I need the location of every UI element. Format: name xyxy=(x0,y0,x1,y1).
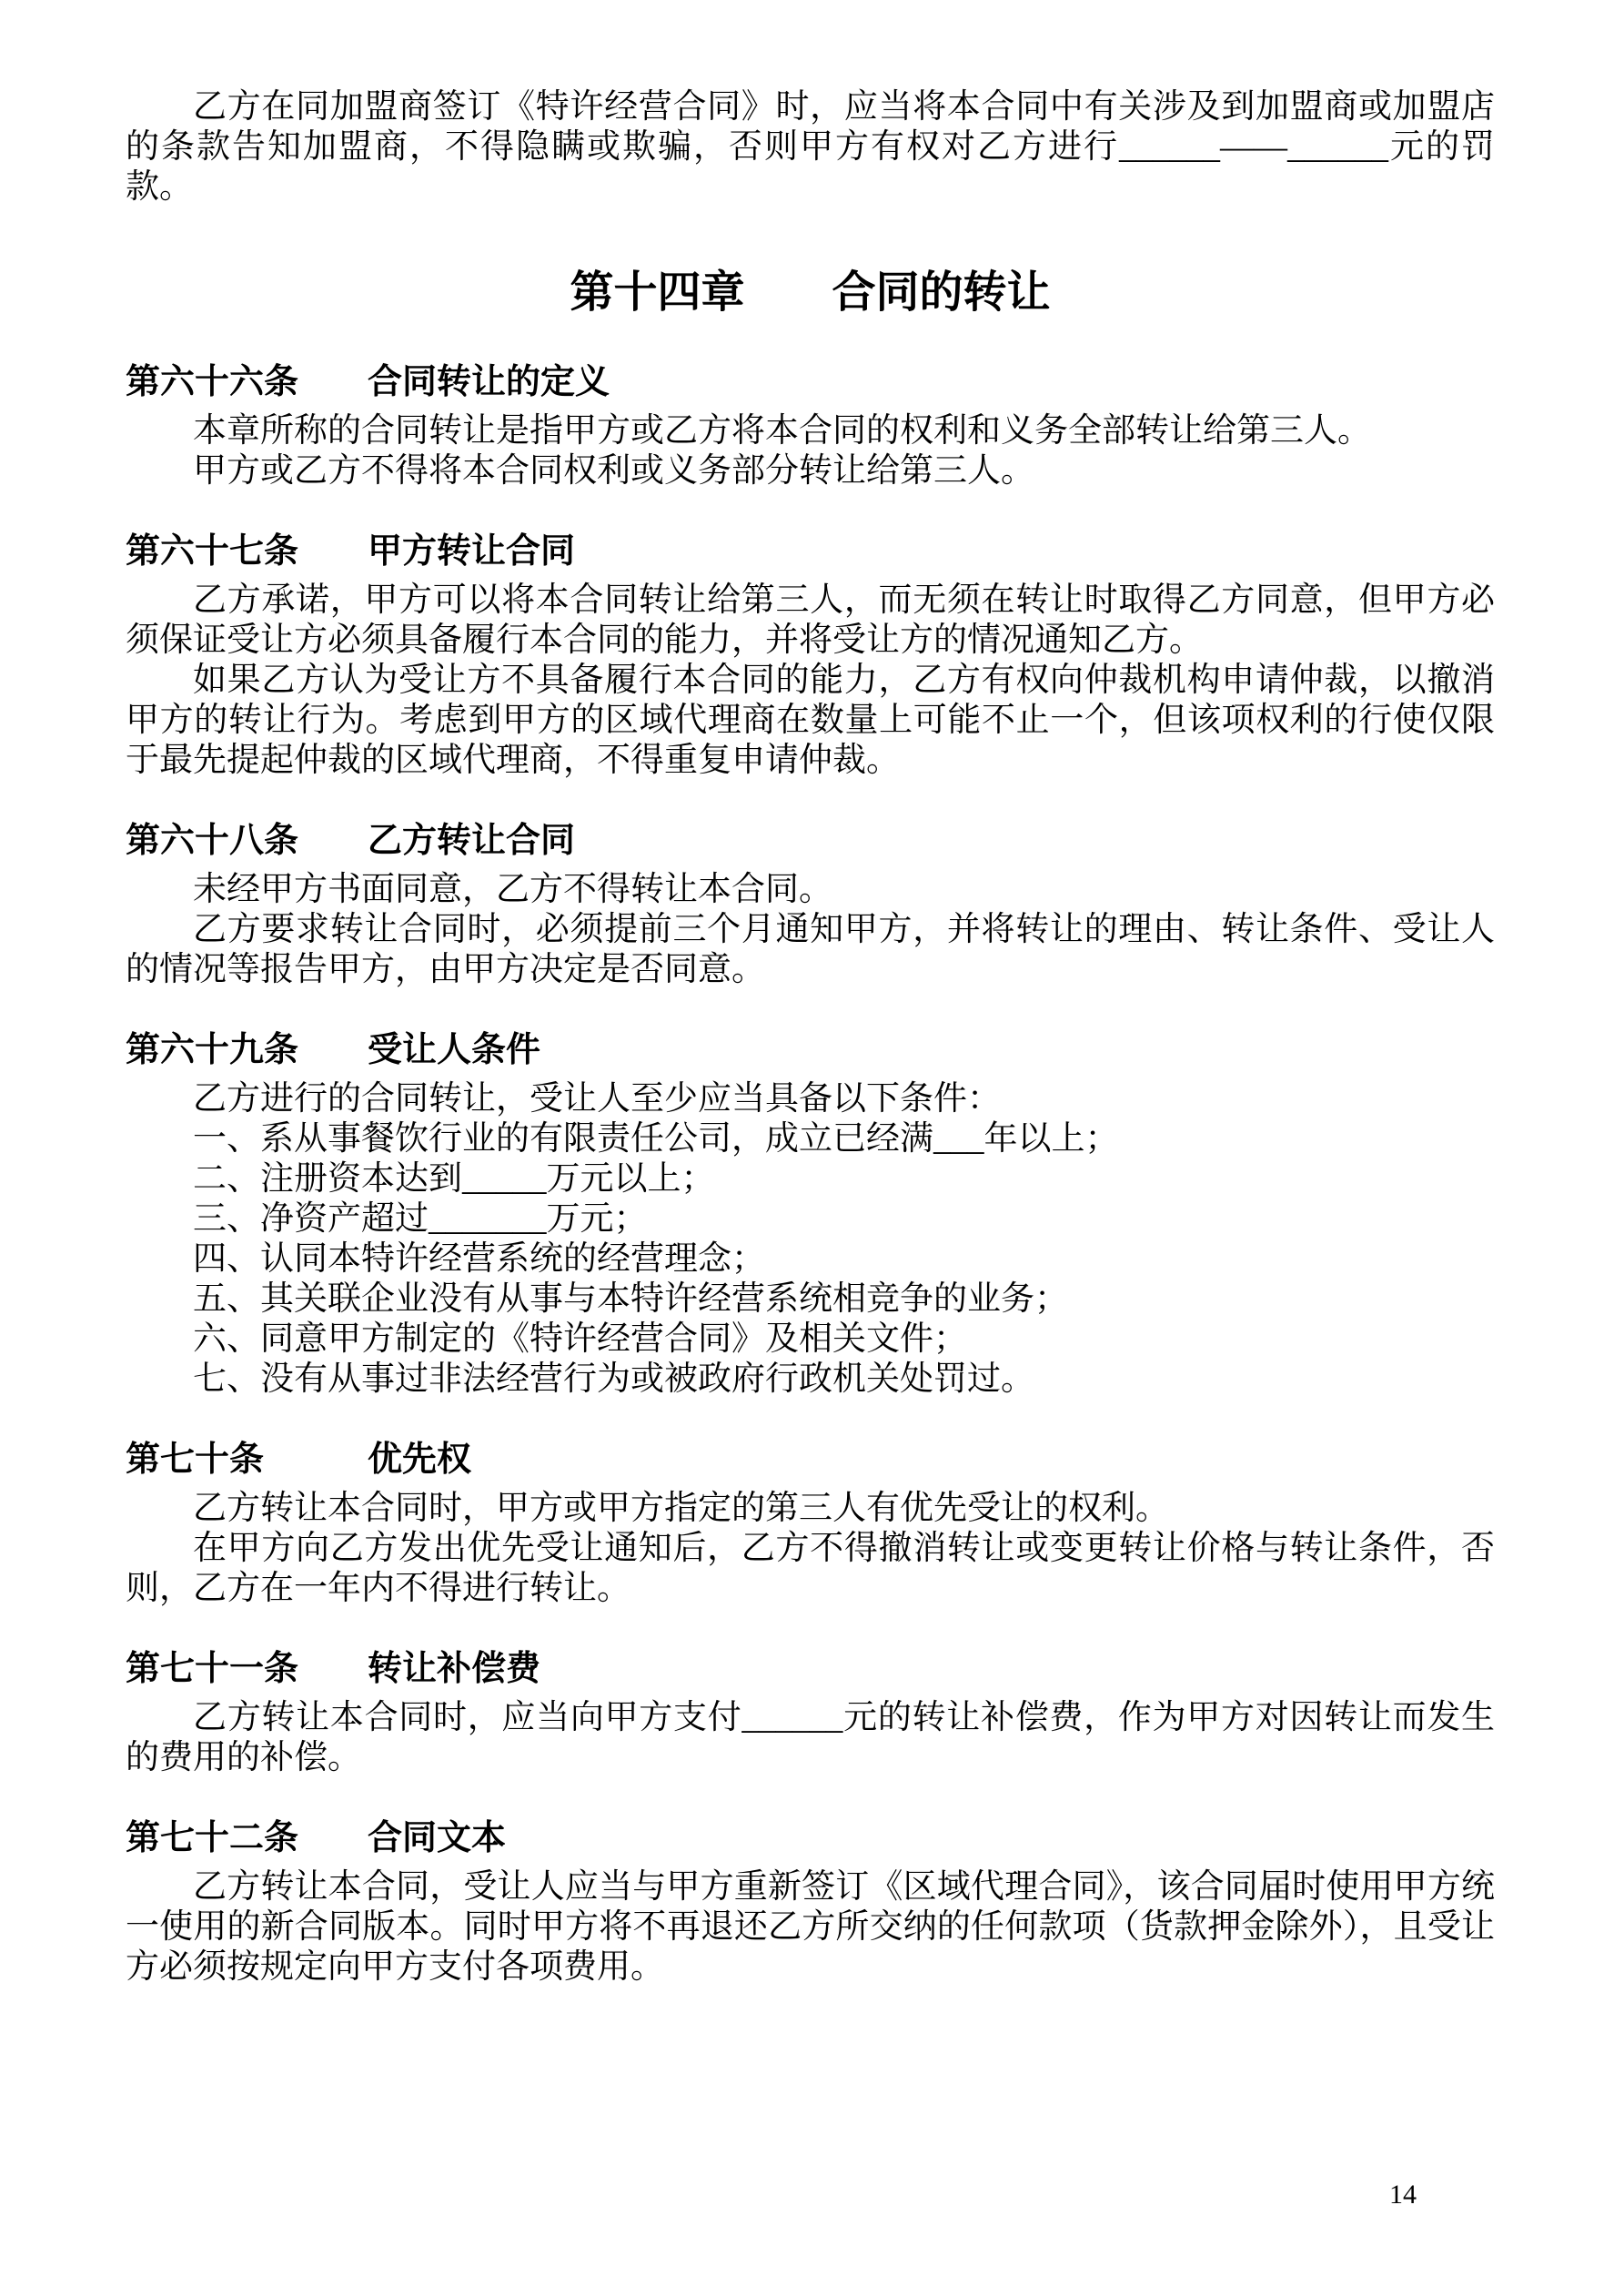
paragraph: 乙方进行的合同转让，受让人至少应当具备以下条件： xyxy=(193,1080,1001,1118)
list-item: 五、其关联企业没有从事与本特许经营系统相竞争的业务； xyxy=(193,1280,1068,1318)
list-item: 七、没有从事过非法经营行为或被政府行政机关处罚过。 xyxy=(193,1360,1034,1398)
article-heading xyxy=(126,1815,1495,1862)
paragraph: 乙方要求转让合同时，必须提前三个月通知甲方，并将转让的理由、转让条件、受让人的情况等报告甲方，由甲方决定是否同意。 xyxy=(126,911,1495,988)
article-heading xyxy=(126,1645,1495,1693)
article-number: 第六十九条 xyxy=(126,1031,299,1069)
article-title: 受让人条件 xyxy=(368,1031,541,1069)
article-heading xyxy=(126,817,1495,865)
article-heading xyxy=(126,1436,1495,1483)
article-number: 第七十条 xyxy=(126,1441,265,1479)
chapter-title: 合同的转让 xyxy=(832,268,1051,317)
article-71 xyxy=(126,1645,1495,1778)
paragraph: 如果乙方认为受让方不具备履行本合同的能力，乙方有权向仲裁机构申请仲裁，以撤消甲方的转让行为。考虑到甲方的区域代理商在数量上可能不止一个，但该项权利的行使仅限于最先提起仲裁的区域代理商，不得重复申请仲裁。 xyxy=(126,662,1495,779)
paragraph: 乙方转让本合同，受让人应当与甲方重新签订《区域代理合同》，该合同届时使用甲方统一使用的新合同版本。同时甲方将不再退还乙方所交纳的任何款项（货款押金除外），且受让方必须按规定向甲方支付各项费用。 xyxy=(126,1868,1495,1986)
article-number: 第七十二条 xyxy=(126,1819,299,1857)
paragraph: 本章所称的合同转让是指甲方或乙方将本合同的权利和义务全部转让给第三人。 xyxy=(193,412,1371,450)
page-number: 14 xyxy=(1389,2180,1417,2210)
intro-paragraph: 乙方在同加盟商签订《特许经营合同》时，应当将本合同中有关涉及到加盟商或加盟店的条款告知加盟商，不得隐瞒或欺骗，否则甲方有权对乙方进行______——______元的罚款。 xyxy=(126,88,1495,206)
paragraph: 甲方或乙方不得将本合同权利或义务部分转让给第三人。 xyxy=(193,452,1034,490)
article-70 xyxy=(126,1436,1495,1609)
paragraph: 乙方承诺，甲方可以将本合同转让给第三人，而无须在转让时取得乙方同意，但甲方必须保证受让方必须具备履行本合同的能力，并将受让方的情况通知乙方。 xyxy=(126,582,1495,659)
article-66 xyxy=(126,359,1495,491)
article-title: 转让补偿费 xyxy=(368,1650,541,1688)
chapter-heading xyxy=(126,266,1495,320)
list-item: 三、净资产超过_______万元； xyxy=(193,1200,648,1238)
article-number: 第六十八条 xyxy=(126,822,299,860)
article-number: 第六十六条 xyxy=(126,363,299,401)
list-item: 一、系从事餐饮行业的有限责任公司，成立已经满___年以上； xyxy=(193,1120,1119,1158)
article-title: 甲方转让合同 xyxy=(368,532,576,571)
article-heading xyxy=(126,1027,1495,1074)
list-item: 二、注册资本达到_____万元以上； xyxy=(193,1160,715,1198)
paragraph: 未经甲方书面同意，乙方不得转让本合同。 xyxy=(193,871,832,908)
article-heading xyxy=(126,528,1495,575)
article-number: 第六十七条 xyxy=(126,532,299,571)
paragraph: 乙方转让本合同时，应当向甲方支付______元的转让补偿费，作为甲方对因转让而发生的费用的补偿。 xyxy=(126,1699,1495,1776)
article-69 xyxy=(126,1027,1495,1400)
article-68 xyxy=(126,817,1495,990)
paragraph: 在甲方向乙方发出优先受让通知后，乙方不得撤消转让或变更转让价格与转让条件，否则，乙方在一年内不得进行转让。 xyxy=(126,1530,1495,1607)
list-item: 四、认同本特许经营系统的经营理念； xyxy=(193,1240,765,1278)
article-72 xyxy=(126,1815,1495,1988)
article-title: 优先权 xyxy=(368,1441,472,1479)
list-item: 六、同意甲方制定的《特许经营合同》及相关文件； xyxy=(193,1320,967,1358)
paragraph: 乙方转让本合同时，甲方或甲方指定的第三人有优先受让的权利。 xyxy=(193,1490,1169,1527)
article-number: 第七十一条 xyxy=(126,1650,299,1688)
article-67 xyxy=(126,528,1495,781)
article-heading xyxy=(126,359,1495,406)
chapter-number: 第十四章 xyxy=(570,268,745,317)
article-title: 合同转让的定义 xyxy=(368,363,610,401)
article-title: 合同文本 xyxy=(368,1819,507,1857)
article-title: 乙方转让合同 xyxy=(368,822,576,860)
